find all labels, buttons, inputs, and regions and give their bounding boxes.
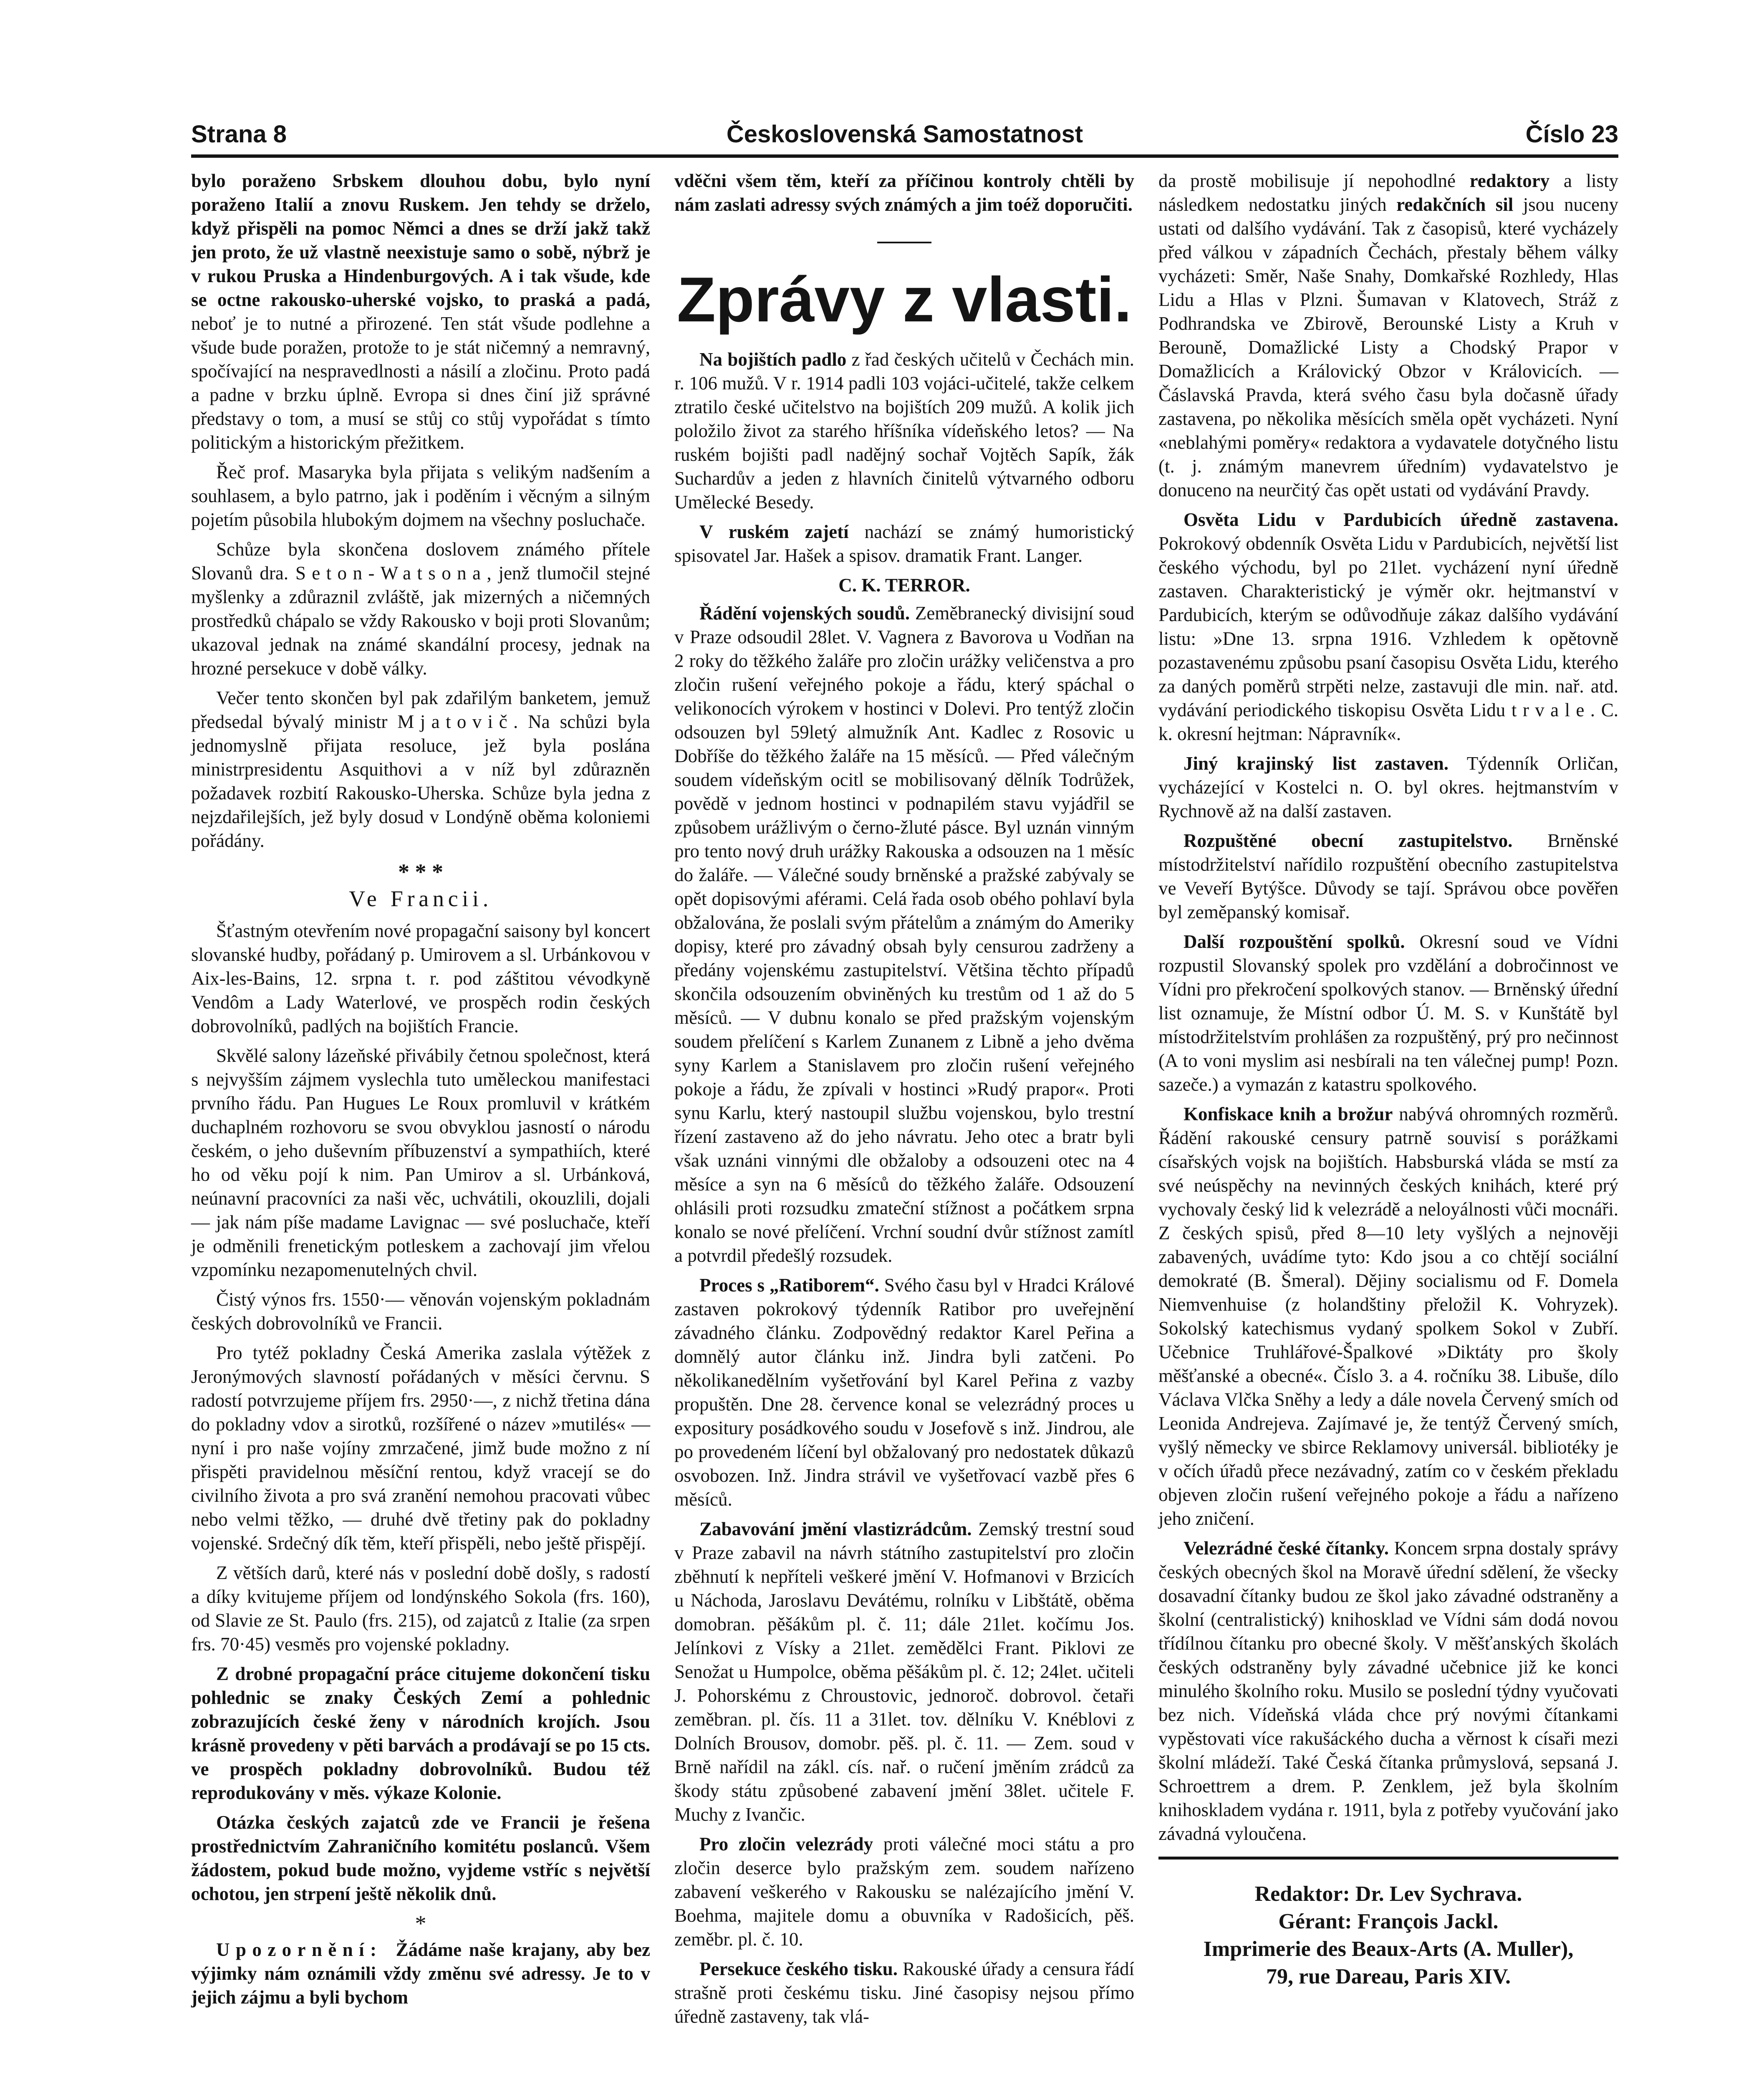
text: proti válečné moci státu a pro zločin deserce bylo pražským zem. soudem nařízeno zabavení veškerého v Rakousku se nalézajícího jmění V. Boehma, majitele domu a obuvníka v Radošicích, pěš. zeměbr. pl. č. 10. xyxy=(674,1834,1134,1950)
page-header xyxy=(191,118,1618,151)
lead: Další rozpouštění spolků. xyxy=(1184,931,1405,952)
lead: Řádění vojenských soudů. xyxy=(699,603,910,624)
lead: Konfiskace knih a brožur xyxy=(1184,1104,1393,1124)
paragraph xyxy=(1158,752,1618,823)
paragraph xyxy=(1158,930,1618,1097)
text: . C. k. okresní hejtman: Nápravník«. xyxy=(1158,700,1618,744)
spaced-word: trvale xyxy=(1511,700,1590,720)
paragraph xyxy=(1158,1102,1618,1531)
section-stars: * * * xyxy=(398,859,443,884)
paragraph xyxy=(674,1957,1134,2029)
imprint-printer: Imprimerie des Beaux-Arts (A. Muller), xyxy=(1203,1937,1574,1961)
paragraph xyxy=(1158,169,1618,502)
imprint-gerant: Gérant: François Jackl. xyxy=(1278,1910,1499,1933)
section-title: Zprávy z vlasti. xyxy=(677,264,1132,335)
paragraph xyxy=(191,1938,650,2009)
text: Večer tento skončen byl pak zdařilým banketem, jemuž předsedal bývalý ministr xyxy=(191,687,650,732)
text: , jenž tlumočil stejné myšlenky a zdůraznil zvláště, jak mizerných a ničemných prostředků chápalo se vždy Rakousko v boji proti Slovanům; ukazoval jednak na známé skandální procesy, jednak na hrozné persekuce v době války. xyxy=(191,563,650,679)
paragraph xyxy=(674,520,1134,568)
text: neboť je to nutné a přirozené. Ten stát všude podlehne a všude bude poražen, protože to je stát ničemný a nemravný, spočívající na nespravedlnosti a násilí a zločinu. Proto padá a padne v brzku úplně. Evropa si dnes činí již správné představy o tom, a musí se stůj co stůj vypořádat s tímto politickým a historickým přežitkem. xyxy=(191,313,650,453)
text: nabývá ohromných rozměrů. Řádění rakouské censury patrně souvisí s porážkami císařských vojsk na bojištích. Habsburská vláda se mstí za své neúspěchy na nevinných českých knihách, které prý vychovaly český lid k velezrádě a neloyálnosti vůči mocnáři. Z českých spisů, před 8—10 lety vyšlých a nejnověji zabavených, uvádíme tyto: Kdo jsou a co chtějí sociální demokraté (B. Šmeral). Dějiny socialismu od F. Domela Niemvenhuise (z holandštiny přeložil K. Vohryzek). Sokolský katechismus vydaný spolkem Sokol v Zubří. Učebnice Truhlářové-Špalkové »Diktáty pro školy měšťanské a obecné«. Číslo 3. a 4. ročníku 38. Libuše, dílo Václava Vlčka Sněhy a ledy a dále novela Červený smích od Leonida Andrejeva. Zajímavé je, že tentýž Červený smích, vyšlý německy ve sbirce Reklamovy universál. bibliotéky je v očích úřadů přece nezávadný, zatím co v českém překladu objeven zločin rušení veřejného pokoje a řádu a nařízeno jeho zničení. xyxy=(1158,1104,1619,1529)
paragraph xyxy=(1158,829,1618,924)
separator-star: * xyxy=(415,1911,426,1936)
text: Zemský trestní soud v Praze zabavil na návrh státního zastupitelství pro zločin zběhnutí k nepříteli veškeré jmění V. Hofmanovi v Brzicích u Náchoda, Jaroslavu Devátému, rolníku v Libštátě, oběma domobran. pěšákům pl. č. 11; dále 21let. kočímu Jos. Jelínkovi z Vísky a 21let. zemědělci Frant. Piklovi ze Senožat u Humpolce, oběma pěšákům pl. č. 12; 24let. učiteli J. Pohorskému z Chroustovic, jednoroč. dobrovol. četaři zeměbran. pl. čís. 11 a 31let. tov. dělníku V. Knéblovi z Dolních Brousov, domobr. pěš. pl. č. 11. — Zem. soud v Brně nařídil na zákl. cís. nař. o ručení jměním zrádců za škody státu způsobené zabavení jmění 38let. učitele F. Muchy z Ivančic. xyxy=(674,1519,1134,1825)
lead: V ruském zajetí xyxy=(699,521,849,542)
column-3 xyxy=(1158,169,1618,1991)
text: z řad českých učitelů v Čechách min. r. 106 mužů. V r. 1914 padli 103 vojáci-učitelé, takže celkem ztratilo české učitelstvo na bojištích 209 mužů. A kolik jich položilo život za starého hříšníka vídeňského letos? — Na ruském bojišti padl nadějný sochař Vojtěch Sapík, žák Suchardův a jeden z hlavních činitelů výtvarného odboru Umělecké Besedy. xyxy=(674,349,1134,513)
text: Zeměbranecký divisijní soud v Praze odsoudil 28let. V. Vagnera z Bavorova u Vodňan na 2 roky do těžkého žaláře pro zločin urážky veličenstva a pro zločin rušení veřejného pokoje a řádu, který spáchal o velikonocích výrokem v hostinci v Dolevi. Pro tentýž zločin odsouzen byl 59letý almužník Ant. Kadlec z Rosovic u Dobříše do těžkého žaláře na 15 měsíců. — Před válečným soudem vídeňským ocitl se mobilisovaný dělník Todrůžek, povědě v jednom hostinci v podnapilém stavu vyjádřil se způsobem urážlivým o černo-žluté pásce. Byl uznán vinným pro tento nový druh urážky Rakouska a odsouzen na 1 měsíc do žaláře. — Válečné soudy brněnské a pražské zabývaly se opět dopisovými aférami. Celá řada osob obého pohlaví byla obžalována, že poslali svým přátelům a známým do Ameriky dopisy, které pro závadný obsah byly censurou zadrženy a předány vojenskému zastupitelství. Většina těchto případů skončila odsouzením obviněných ku trestům od 1 až do 5 měsíců. — V dubnu konalo se před pražským vojenským soudem přelíčení s Karlem Zunanem z Libně a jeho dvěma syny Karlem a Stanislavem pro zločin rušení veřejného pokoje a řádu, že zpívali v hostinci »Rudý prapor«. Proti synu Karlu, který nastoupil službu vojenskou, bylo trestní řízení zastaveno až do jeho návratu. Jeho otec a bratr byli však uznáni vinnými dle obžaloby a odsouzeni otec na 4 měsíce a syn na 6 měsíců do těžkého žaláře. Odsouzení ohlásili proti rozsudku zmateční stížnost a počátkem srpna konalo se nové přelíčení. Vrchní soudní dvůr stížnost zamítl a potvrdil předešlý rozsudek. xyxy=(674,603,1134,1266)
header-rule xyxy=(191,154,1618,158)
column-1 xyxy=(191,169,650,2015)
paragraph: Skvělé salony lázeňské přivábily četnou společnost, která s nejvyšším zájmem vyslechla tuto uměleckou manifestaci prvního řádu. Pan Hugues Le Roux promluvil v krátkém duchaplném rozhovoru se svou obvyklou jasností o národu českém, o jeho duševním příbuzenství a sympathiích, které ho od věku pojí k nim. Pan Umirov a sl. Urbánková, neúnavní pracovníci za naši věc, uchvátili, okouzlili, dojali — jak nám píše madame Lavignac — své posluchače, kteří je odměnili frenetickým potleskem a zachovají jim vřelou vzpomínku nezapomenutelných chvil. xyxy=(191,1045,650,1280)
paragraph xyxy=(1158,508,1618,746)
paragraph xyxy=(191,686,650,853)
paragraph xyxy=(674,1832,1134,1951)
text: a listy následkem nedostatku jiných xyxy=(1158,170,1618,215)
short-rule xyxy=(877,242,931,243)
paragraph xyxy=(674,601,1134,1268)
text: da prostě mobilisuje jí nepohodlné xyxy=(1158,170,1470,191)
paragraph xyxy=(191,169,650,455)
text: Brněnské místodržitelství nařídilo rozpuštění obecního zastupitelstva ve Veveří Bytýšce. Důvody se tají. Správou obce pověřen byl zeměpanský komisař. xyxy=(1158,830,1618,922)
lead: Persekuce českého tisku. xyxy=(699,1958,898,1979)
paragraph: Šťastným otevřením nové propagační saisony byl koncert slovanské hudby, pořádaný p. Umirovem a sl. Urbánkovou v Aix-les-Bains, 12. srpna t. r. pod záštitou vévodkyně Vendôm a Lady Waterlové, ve prospěch rodin českých dobrovolníků, padlých na bojištích Francie. xyxy=(191,920,650,1036)
spaced-name: Mjatovič xyxy=(397,711,513,732)
paragraph xyxy=(674,1273,1134,1511)
text: Schůze byla skončena doslovem známého přítele Slovanů dra. xyxy=(191,539,650,584)
text: Týdenník Orličan, vycházející v Kostelci n. O. byl okres. hejtmanstvím v Rychnově až na další zastaven. xyxy=(1158,753,1618,821)
imprint-address: 79, rue Dareau, Paris XIV. xyxy=(1266,1965,1511,1988)
lead: Na bojištích padlo xyxy=(699,349,847,370)
column-2 xyxy=(674,169,1134,2034)
page-number: Strana 8 xyxy=(191,121,287,148)
paragraph xyxy=(674,1517,1134,1827)
imprint-editor: Redaktor: Dr. Lev Sychrava. xyxy=(1254,1882,1522,1906)
section-heading: C. K. TERROR. xyxy=(838,575,970,596)
section-heading: Ve Francii. xyxy=(349,886,492,911)
text: Pokrokový obdenník Osvěta Lidu v Pardubicích, největší list českého východu, byl po 21let. vycházení nyní úředně zastaven. Charakteristický je výměr okr. hejtmanství v Pardubicích, kterým se odůvodňuje zákaz dalšího vydávání listu: »Dne 13. srpna 1916. Vzhledem k opětovně pozastavenému způsobu psaní časopisu Osvěta Lidu, kterého za daných poměrů strpěti nelze, zastavuji dle min. nař. atd. vydávání periodického tiskopisu Osvěta Lidu xyxy=(1158,533,1618,720)
paragraph: Pro tytéž pokladny Česká Amerika zaslala výtěžek z Jeronýmových slavností pořádaných v měsíci červnu. S radostí potvrzujeme příjem frs. 2950·—, z nichž třetina dána do pokladny vdov a sirotků, rozšířené o název »mutilés« — nyní i pro naše vojíny zmrzačené, jimž bude možno z ní přispěti pravidelnou měsíční rentou, když vracejí se do civilního života a pro svá zranění nemohou pracovati vůbec nebo velmi těžko, — druhé dvě třetiny pak do pokladny vojenské. Srdečný dík těm, kteří přispěli, nebo ještě přispějí. xyxy=(191,1342,650,1554)
paragraph: Řeč prof. Masaryka byla přijata s velikým nadšením a souhlasem, a bylo patrno, jak i poděním i věcným a silným pojetím působila hlubokým dojmem na všechny posluchače. xyxy=(191,462,650,530)
lead: Jiný krajinský list zastaven. xyxy=(1184,753,1449,774)
text: . Na schůzi byla jednomyslně přijata resoluce, jež byla poslána ministrpresidentu Asquithovi a v níž byl zdůrazněn požadavek rozbití Rakousko-Uherska. Schůze byla jedna z nejzdařilejších, jež byly dosud v Londýně oběma koloniemi pořádány. xyxy=(191,711,650,851)
text: Koncem srpna dostaly správy českých obecných škol na Moravě úřední sdělení, že všecky dosavadní čítanky budou ze škol jako závadné odstraněny a školní (centralistický) knihosklad ve Vídni sám dodá novou třídílnou čítanku pro obecné školy. V měšťanských školách českých odstraněny byly závadné učebnice již ke konci minulého školního roku. Musilo se poslední týdny vyučovati bez nich. Vídeňská vláda chce prý novými čítankami vypěstovati více rakušáckého ducha a věrnost k císaři mezi školní mládeží. Také Česká čítanka průmyslová, sepsaná J. Schroettrem a drem. P. Zenklem, jež byla školním knihoskladem vydána r. 1911, byla z potřeby vyučování jako závadná vyloučena. xyxy=(1158,1538,1618,1844)
lead: Zabavování jmění vlastizrádcům. xyxy=(699,1519,972,1539)
bold-text: redaktory xyxy=(1469,170,1550,191)
paragraph: Z větších darů, které nás v poslední době došly, s radostí a díky kvitujeme příjem od londýnského Sokola (frs. 160), od Slavie ze St. Paulo (frs. 215), od zajatců z Italie (za srpen frs. 70·45) vesměs pro vojenské pokladny. xyxy=(191,1562,650,1655)
paragraph: vděčni všem těm, kteří za příčinou kontroly chtěli by nám zaslati adressy svých známých a jim toéž doporučiti. xyxy=(674,170,1134,215)
notice-lead: Upozornění: xyxy=(216,1939,396,1960)
bold-text: bylo poraženo Srbskem dlouhou dobu, bylo nyní poraženo Italií a znovu Ruskem. Jen tehdy se drželo, když přispěli na pomoc Němci a dnes se drží jakž takž jen proto, že už vlastně neexistuje samo o sobě, nýbrž je v rukou Pruska a Hindenburgových. A i tak všude, kde se octne rakousko-uherské vojsko, to praská a padá, xyxy=(191,170,650,310)
paragraph xyxy=(1158,1536,1618,1846)
paragraph xyxy=(674,348,1134,514)
paragraph: Z drobné propagační práce citujeme dokončení tisku pohlednic se znaky Českých Zemí a pohlednic zobrazujících české ženy v národních krojích. Jsou krásně provedeny v pěti barvách a prodávají se po 15 cts. ve prospěch pokladny dobrovolníků. Budou též reprodukovány v měs. výkaze Kolonie. xyxy=(191,1663,650,1803)
text: nachází se známý humoristický spisovatel Jar. Hašek a spisov. dramatik Frant. Langer. xyxy=(674,521,1135,566)
lead: Osvěta Lidu v Pardubicích úředně zastavena. xyxy=(1184,509,1618,530)
text: Svého času byl v Hradci Králové zastaven pokrokový týdenník Ratibor pro uveřejnění závadného článku. Zodpovědný redaktor Karel Peřina a domnělý autor článku inž. Jindra byli zatčeni. Po několikanedělním vyšetřování byl Karel Peřina z vazby propuštěn. Dne 28. července konal se velezrádný proces u expositury posádkového soudu v Josefově s inž. Jindrou, ale po provedeném líčení byl obžalovaný pro nedostatek důkazů osvobozen. Inž. Jindra strávil ve vyšetřovací vazbě přes 6 měsíců. xyxy=(674,1275,1134,1510)
bold-text: redakčních sil xyxy=(1396,194,1514,215)
lead: Velezrádné české čítanky. xyxy=(1184,1538,1389,1559)
paragraph xyxy=(191,538,650,680)
spaced-name: Seton-Watsona xyxy=(295,563,487,584)
bold-text: Žádáme naše krajany, aby bez výjimky nám oznámili vždy změnu své adressy. xyxy=(191,1939,650,1984)
lead: Pro zločin velezrády xyxy=(699,1834,873,1855)
issue-number: Číslo 23 xyxy=(1525,121,1618,148)
imprint xyxy=(1158,1880,1618,1991)
bold-text: Je to v jejich zájmu a byli bychom xyxy=(191,1963,650,2008)
newspaper-title: Československá Samostatnost xyxy=(726,121,1083,148)
lead: Proces s „Ratiborem“. xyxy=(699,1275,879,1296)
paragraph: Čistý výnos frs. 1550·— věnován vojenským pokladnám českých dobrovolníků ve Francii. xyxy=(191,1289,650,1334)
text: jsou nuceny ustati od dalšího vydávání. Tak z časopisů, které vycházely před válkou v západních Čechách, přestaly během války vycházeti: Směr, Naše Snahy, Domkařské Rozhledy, Hlas Lidu a Hlas v Plzni. Šumavan v Klatovech, Stráž z Podhrandska ve Zbirově, Berounské Listy a Kruh v Berouně, Domažlické Listy a Chodský Prapor v Domažlicích a Královický Obzor v Královicích. — Čáslavská Pravda, která svého času byla dočasně úřady zastavena, po několika měsících směla opět vycházeti. Nyní «neblahými poměry« redaktora a vydavatele dotyčného listu (t. j. známým manevrem úředním) vydavatelstvo je donuceno na neurčitý čas opět ustati od vydávání Pravdy. xyxy=(1158,194,1618,500)
lead: Rozpuštěné obecní zastupitelstvo. xyxy=(1184,830,1513,851)
text: Rakouské úřady a censura řádí strašně proti českému tisku. Jiné časopisy nejsou přímo úředně zastaveny, tak vlá- xyxy=(674,1958,1134,2027)
text: Okresní soud ve Vídni rozpustil Slovanský spolek pro vzdělání a dobročinnost ve Vídni pro překročení spolkových stanov. — Brněnský úřední list oznamuje, že Místní odbor Ú. M. S. v Kunštátě byl místodržitelstvím prohlášen za rozpuštěný, prý pro nečinnost (A to voni myslim asi nesbírali na ten válečnej pump! Pozn. sazeče.) a vymazán z katastru spolkového. xyxy=(1158,931,1618,1095)
paragraph: Otázka českých zajatců zde ve Francii je řešena prostřednictvím Zahraničního komitétu poslanců. Všem žádostem, pokud bude možno, vyjdeme vstříc s největší ochotou, jen strpení ještě několik dnů. xyxy=(191,1812,650,1904)
imprint-rule xyxy=(1158,1857,1618,1860)
